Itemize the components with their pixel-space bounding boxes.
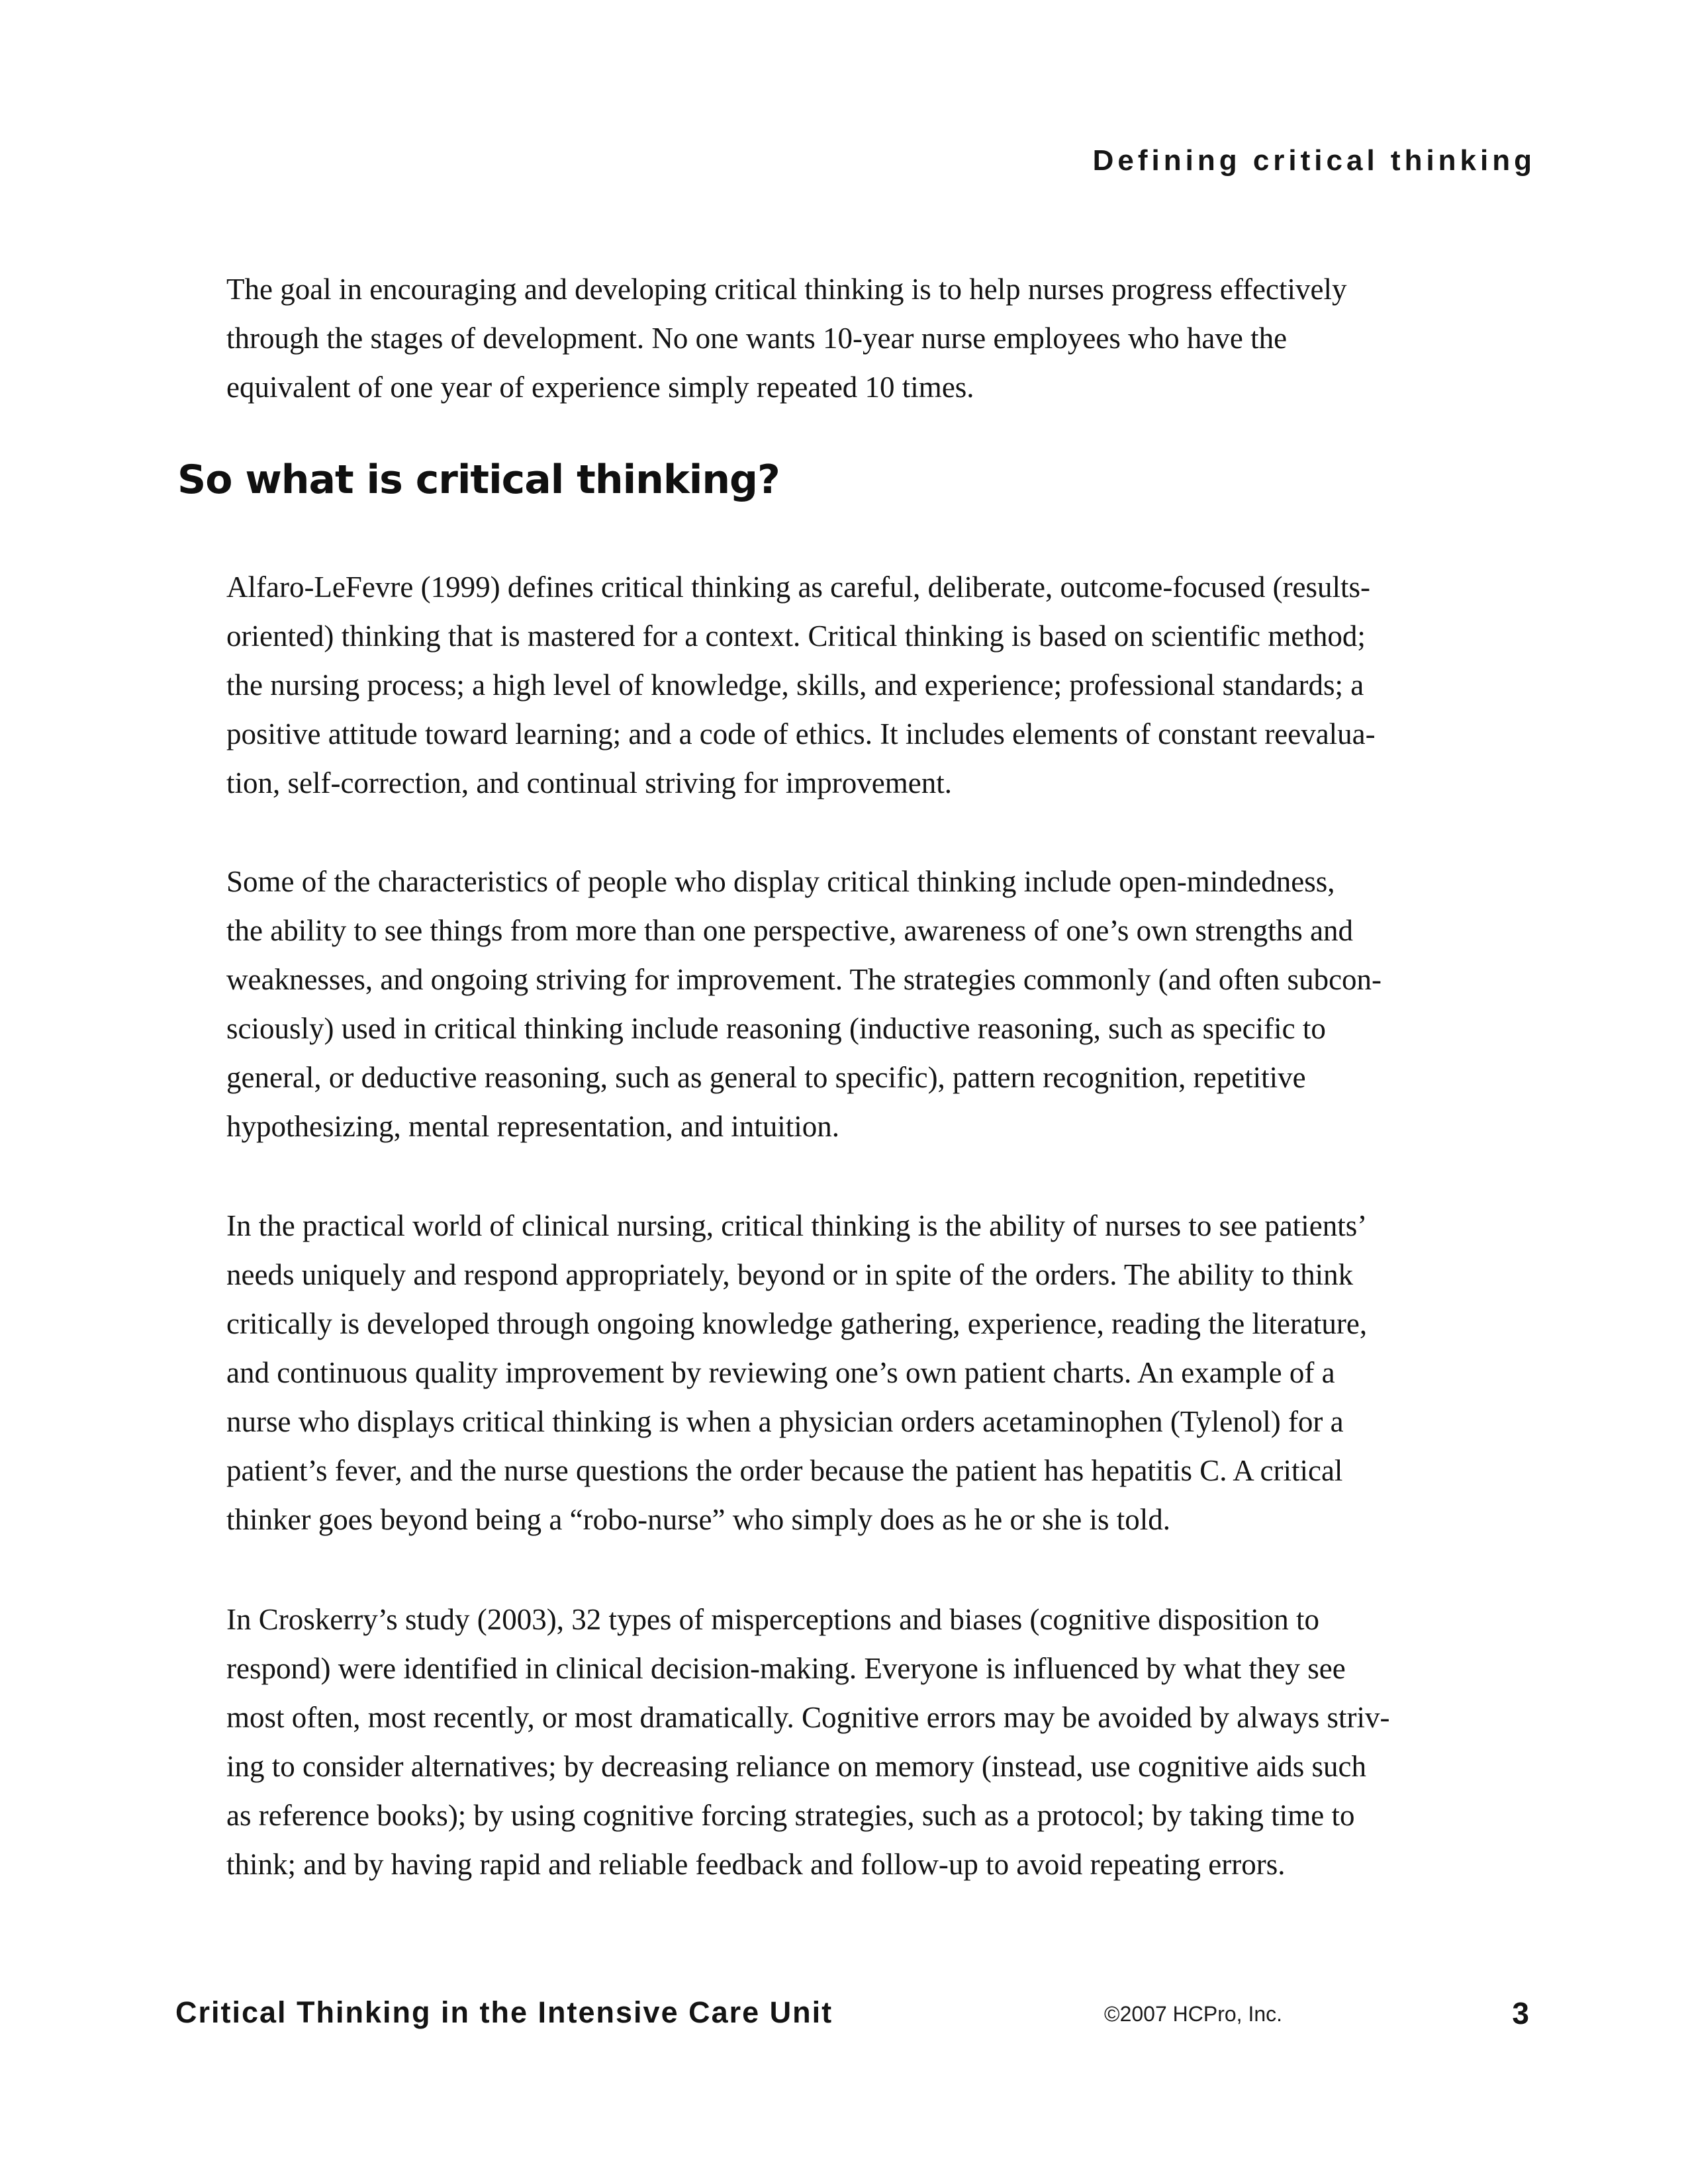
text-line: think; and by having rapid and reliable feedback and follow-up to avoid repeating errors. [226,1848,1286,1881]
text-line: Alfaro-LeFevre (1999) defines critical thinking as careful, deliberate, outcome-focused (results- [226,570,1371,604]
text-line: respond) were identified in clinical decision-making. Everyone is influenced by what they see [226,1652,1346,1685]
text-line: The goal in encouraging and developing critical thinking is to help nurses progress effectively [226,273,1347,306]
text-line: In the practical world of clinical nursing, critical thinking is the ability of nurses to see patients’ [226,1209,1368,1242]
text-line: hypothesizing, mental representation, and intuition. [226,1110,840,1143]
clinical-practice-paragraph [226,1201,1523,1544]
text-line: and continuous quality improvement by reviewing one’s own patient charts. An example of a [226,1356,1335,1389]
text-line: general, or deductive reasoning, such as general to specific), pattern recognition, repetitive [226,1061,1306,1094]
definition-paragraph [226,563,1523,807]
text-line: positive attitude toward learning; and a code of ethics. It includes elements of constant reevalua- [226,717,1376,751]
page-number: 3 [1512,1996,1529,2030]
text-line: most often, most recently, or most dramatically. Cognitive errors may be avoided by always striv- [226,1701,1390,1734]
text-line: through the stages of development. No one wants 10-year nurse employees who have the [226,322,1288,355]
text-line: equivalent of one year of experience simply repeated 10 times. [226,371,974,404]
text-line: In Croskerry’s study (2003), 32 types of misperceptions and biases (cognitive disposition to [226,1603,1320,1636]
text-line: the ability to see things from more than one perspective, awareness of one’s own strengths and [226,914,1354,947]
footer-book-title: Critical Thinking in the Intensive Care Unit [175,1995,833,2029]
characteristics-paragraph [226,857,1523,1151]
intro-paragraph [226,265,1523,412]
text-line: sciously) used in critical thinking include reasoning (inductive reasoning, such as specific to [226,1012,1326,1045]
page-footer [0,1995,1688,2035]
text-line: oriented) thinking that is mastered for a context. Critical thinking is based on scientific method; [226,619,1366,653]
text-line: Some of the characteristics of people who display critical thinking include open-mindedness, [226,865,1335,898]
text-line: needs uniquely and respond appropriately, beyond or in spite of the orders. The ability to think [226,1258,1354,1291]
text-line: tion, self-correction, and continual striving for improvement. [226,766,952,799]
text-line: patient’s fever, and the nurse questions the order because the patient has hepatitis C. A critical [226,1454,1343,1487]
text-line: the nursing process; a high level of knowledge, skills, and experience; professional standards; a [226,668,1364,702]
text-line: weaknesses, and ongoing striving for improvement. The strategies commonly (and often subcon- [226,963,1382,996]
section-heading: So what is critical thinking? [177,457,780,503]
text-line: critically is developed through ongoing knowledge gathering, experience, reading the literature, [226,1307,1368,1340]
text-line: ing to consider alternatives; by decreasing reliance on memory (instead, use cognitive aids such [226,1750,1366,1783]
text-line: thinker goes beyond being a “robo-nurse” who simply does as he or she is told. [226,1503,1170,1536]
footer-copyright: ©2007 HCPro, Inc. [1104,2002,1283,2026]
running-header: Defining critical thinking [1092,144,1536,177]
text-line: as reference books); by using cognitive forcing strategies, such as a protocol; by taking time to [226,1799,1355,1832]
croskerry-paragraph [226,1595,1523,1889]
text-line: nurse who displays critical thinking is when a physician orders acetaminophen (Tylenol) for a [226,1405,1344,1438]
